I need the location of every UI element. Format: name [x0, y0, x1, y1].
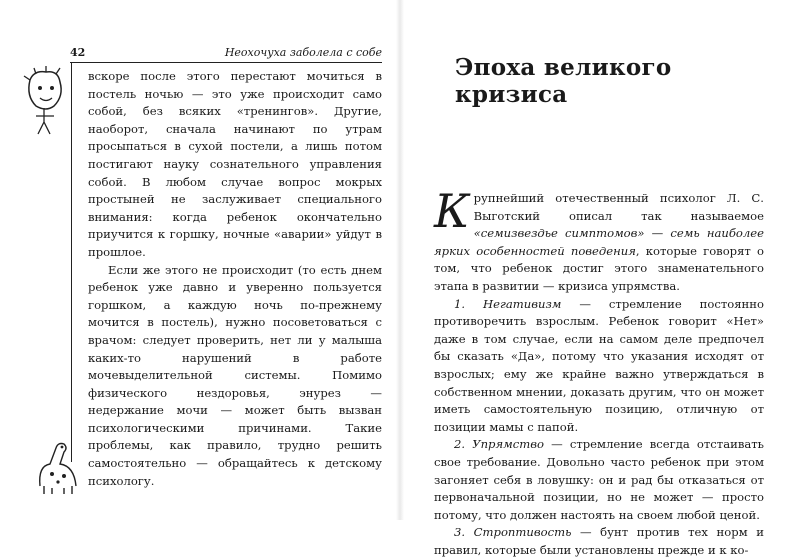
left-page: [0, 0, 400, 520]
paragraph: вскоре после этого перестают мочиться в постель ночью — это уже происходит само собой, без всяких «тренингов». Другие, наоборот, сначала начинают по утрам просыпаться в сухой постели, а лишь потом постигают науку сознательного управления собой. В любом случае вопрос мокрых простыней не заслуживает специального внимания: когда ребенок окончательно приучится к горшку, ночные «аварии» уйдут в прошлое.: [88, 69, 382, 259]
chapter-title: Эпоха великого кризиса: [455, 54, 672, 108]
giraffe-illustration-icon: [30, 436, 90, 496]
page-number: 42: [70, 46, 86, 59]
list-item: [434, 436, 764, 524]
list-item: [434, 524, 764, 559]
intro-text: , которые говорят о том, что ребенок достиг этого знаменательного этапа в развитии — кризиса упрямства.: [434, 243, 764, 293]
item-term: 1. Негативизм: [454, 296, 562, 311]
dropcap: К: [434, 184, 470, 238]
item-term: 2. Упрямство: [454, 437, 544, 452]
item-text: — стремление всегда отстаивать свое требование. Довольно часто ребенок при этом загоняет себя в ловушку: он и рад бы отказаться от первоначальной позиции, но не может — просто потому, что должен настоять на своем любой ценой.: [434, 437, 764, 522]
intro-emphasis: «семизвездье симптомов» — семь наиболее ярких особенностей поведения: [434, 226, 764, 258]
paragraph: Если же этого не происходит (то есть днем ребенок уже давно и уверенно пользуется горшком, а каждую ночь по-прежнему мочится в постель), нужно посоветоваться с врачом: следует проверить, нет ли у малыша каких-то нарушений в работе мочевыделительной системы. Помимо физического нездоровья, энурез — недержание мочи — может быть вызван психологическими причинами. Такие проблемы, как правило, трудно решить самостоятельно — обращайтесь к детскому психологу.: [88, 262, 382, 488]
intro-paragraph: [434, 184, 764, 296]
intro-text: рупнейший отечественный психолог Л. С. Выготский описал так называемое: [473, 191, 764, 223]
header-rule: [70, 62, 382, 63]
list-item: [434, 296, 764, 437]
item-text: — бунт против тех норм и правил, которые были установлены прежде и к ко-: [434, 525, 765, 557]
running-head: [70, 44, 382, 64]
running-title: Неохочуха заболела с собе: [224, 46, 382, 59]
boy-illustration-icon: [16, 66, 76, 136]
left-body-text: [88, 68, 382, 490]
right-body-text: [434, 184, 765, 559]
item-term: 3. Строптивость: [454, 525, 572, 540]
item-text: — стремление постоянно противоречить взрослым. Ребенок говорит «Нет» даже в том случае, если на самом деле предпочел бы сказать «Да», потому что указания исходят от взрослых; ему же крайне важно утверждаться в собственном мнении, доказать другим, что он может иметь самостоятельную позицию, отличную от позиции мамы с папой.: [434, 296, 764, 434]
